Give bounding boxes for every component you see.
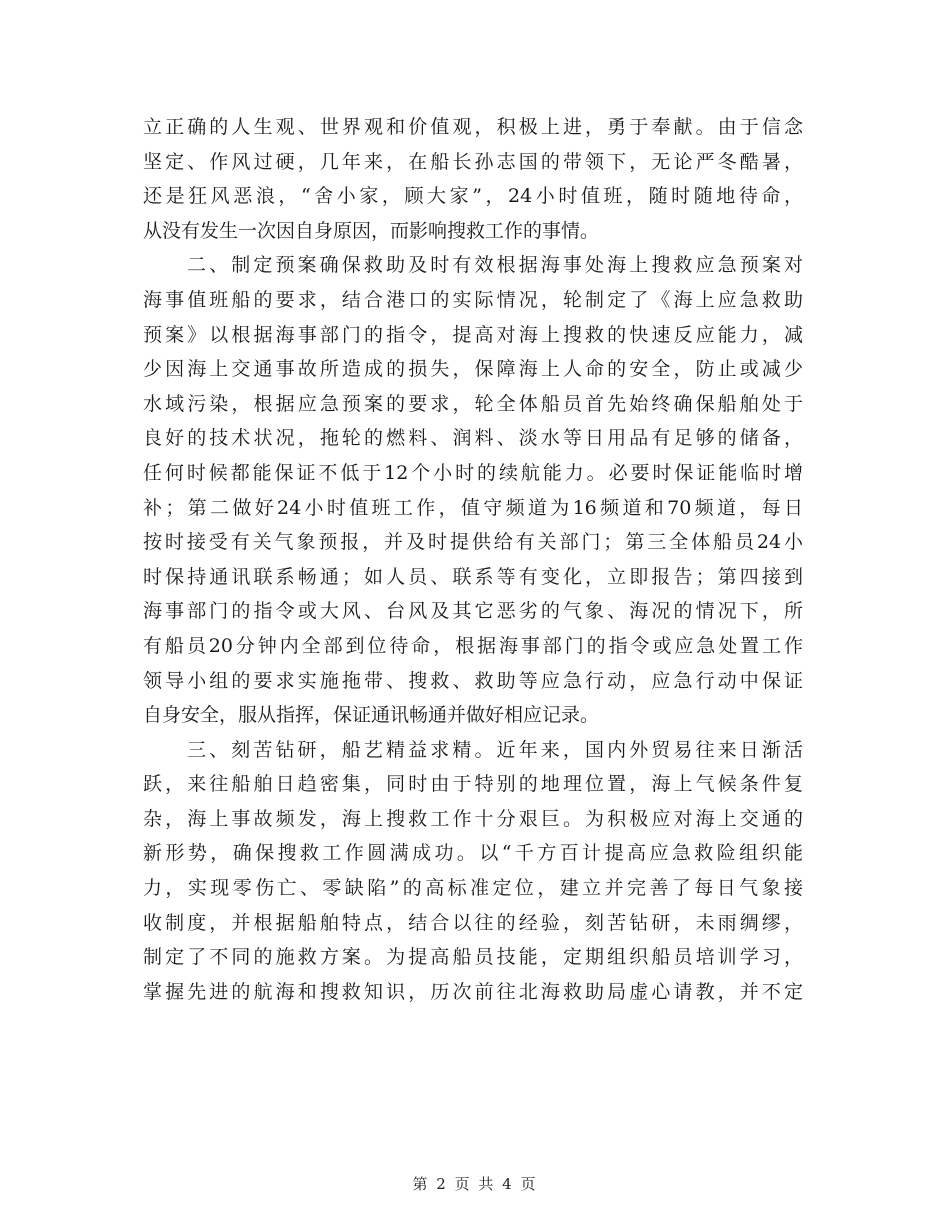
text-line: 二、制定预案确保救助及时有效根据海事处海上搜救应急预案对 [187,254,803,277]
text-line: 还是狂风恶浪，“舍小家，顾大家”，24小时值班，随时随地待命， [143,185,803,208]
text-line: 时保持通讯联系畅通；如人员、联系等有变化，立即报告；第四接到 [143,565,803,588]
text-line: 立正确的人生观、世界观和价值观，积极上进，勇于奉献。由于信念 [143,116,803,138]
text-line: 有船员20分钟内全部到位待命，根据海事部门的指令或应急处置工作 [143,634,803,657]
text-line: 力，实现零伤亡、零缺陷”的高标准定位，建立并完善了每日气象接 [143,877,803,900]
text-line: 制定了不同的施救方案。为提高船员技能，定期组织船员培训学习， [143,946,803,969]
text-line: 海事值班船的要求，结合港口的实际情况，轮制定了《海上应急救助 [143,288,803,311]
text-line: 跃，来往船舶日趋密集，同时由于特别的地理位置，海上气候条件复 [143,773,803,796]
text-line: 按时接受有关气象预报，并及时提供给有关部门；第三全体船员24小 [143,531,803,554]
page-footer: 第 2 页 共 4 页 [412,1175,538,1193]
text-line: 预案》以根据海事部门的指令，提高对海上搜救的快速反应能力，减 [143,323,803,346]
text-line: 领导小组的要求实施拖带、搜救、救助等应急行动，应急行动中保证 [143,669,803,692]
text-line: 自身安全，服从指挥，保证通讯畅通并做好相应记录。 [143,704,600,727]
text-line: 任何时候都能保证不低于12个小时的续航能力。必要时保证能临时增 [143,461,803,484]
text-line: 良好的技术状况，拖轮的燃料、润料、淡水等日用品有足够的储备， [143,427,803,450]
text-line: 杂，海上事故频发，海上搜救工作十分艰巨。为积极应对海上交通的 [143,807,803,830]
text-line: 坚定、作风过硬，几年来，在船长孙志国的带领下，无论严冬酷暑， [143,150,803,173]
text-line: 新形势，确保搜救工作圆满成功。以“千方百计提高应急救险组织能 [143,842,803,865]
text-line: 少因海上交通事故所造成的损失，保障海上人命的安全，防止或减少 [143,358,803,381]
text-line: 从没有发生一次因自身原因，而影响搜救工作的事情。 [143,219,600,242]
text-line: 补；第二做好24小时值班工作，值守频道为16频道和70频道，每日 [143,496,803,519]
document-body [143,110,803,1009]
text-line: 水域污染，根据应急预案的要求，轮全体船员首先始终确保船舶处于 [143,392,803,415]
text-line: 收制度，并根据船舶特点，结合以往的经验，刻苦钻研，未雨绸缪， [143,911,803,934]
text-line: 掌握先进的航海和搜救知识，历次前往北海救助局虚心请教，并不定 [143,980,803,1003]
text-line: 海事部门的指令或大风、台风及其它恶劣的气象、海况的情况下，所 [143,600,803,623]
text-line: 三、刻苦钻研，船艺精益求精。近年来，国内外贸易往来日渐活 [187,738,803,761]
